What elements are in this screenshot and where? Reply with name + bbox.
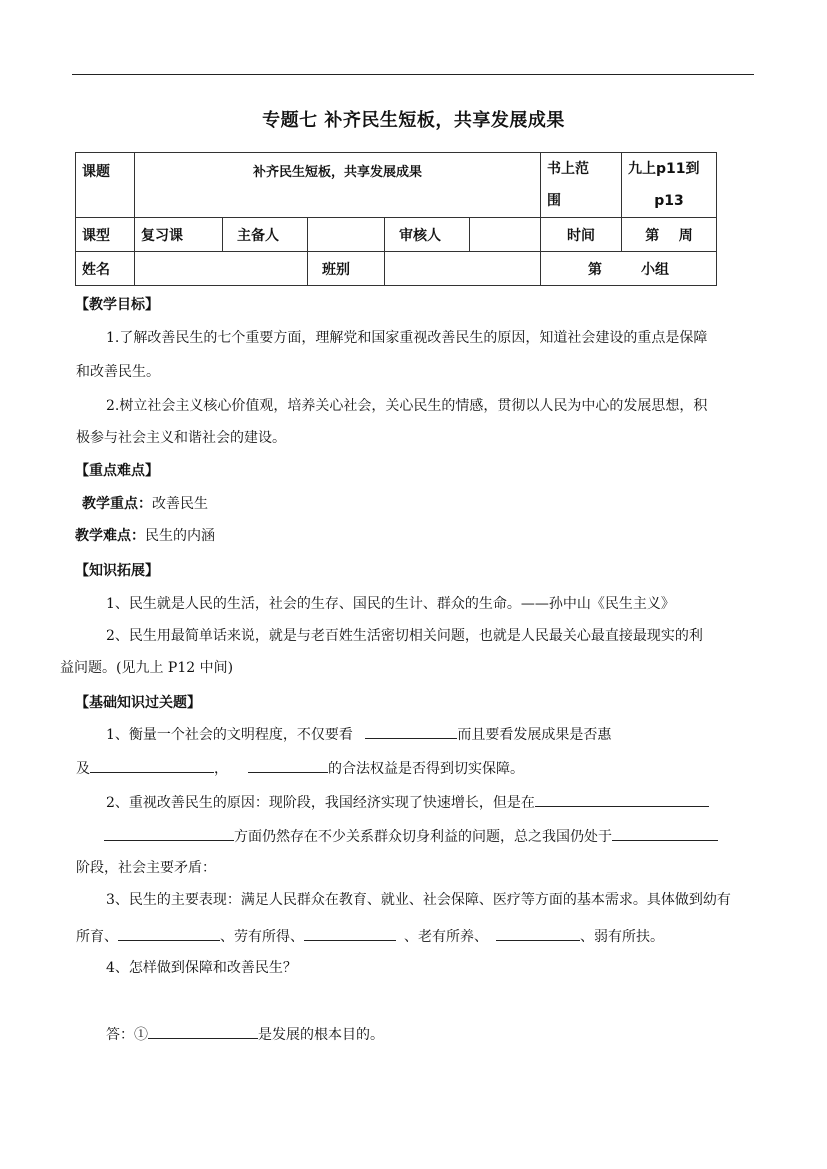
range-value-line1: 九上p11到 <box>628 161 700 177</box>
lesson-info-table <box>75 152 717 286</box>
reviewer-label: 审核人 <box>385 218 470 252</box>
q1-line2 <box>76 758 524 779</box>
q3-line2 <box>76 926 664 947</box>
q2-line3: 阶段，社会主要矛盾： <box>76 860 216 876</box>
answer-line <box>106 1024 384 1045</box>
difficulty-value: 民生的内涵 <box>145 528 215 544</box>
answer-blank-1[interactable] <box>148 1024 258 1039</box>
q1-text-a: 1、衡量一个社会的文明程度，不仅要看 <box>106 727 353 743</box>
range-label <box>541 153 622 218</box>
goal-1-line2: 和改善民生。 <box>76 364 160 380</box>
time-label: 时间 <box>541 218 622 252</box>
group-field: 第 小组 <box>541 252 717 286</box>
q1-blank-2[interactable] <box>90 758 214 773</box>
q4-line: 4、怎样做到保障和改善民生？ <box>106 960 297 976</box>
goal-2-line2: 极参与社会主义和谐社会的建设。 <box>76 430 286 446</box>
preparer-value[interactable] <box>308 218 385 252</box>
expand-item-2-line1: 2、民生用最简单话来说，就是与老百姓生活密切相关问题，也就是人民最关心最直接最现实的利 <box>106 628 703 644</box>
q1-text-e: 的合法权益是否得到切实保障。 <box>328 761 524 777</box>
header-rule <box>72 74 754 75</box>
key-heading: 【重点难点】 <box>75 463 159 479</box>
reviewer-value[interactable] <box>470 218 541 252</box>
focus-value: 改善民生 <box>152 496 208 512</box>
goal-2-line1: 2.树立社会主义核心价值观，培养关心社会，关心民生的情感，贯彻以人民为中心的发展思想，积 <box>106 398 708 414</box>
q2-line2 <box>104 826 718 847</box>
answer-text-b: 是发展的根本目的。 <box>258 1027 384 1043</box>
q3-blank-3[interactable] <box>496 926 580 941</box>
class-value[interactable] <box>385 252 541 286</box>
q1-line1 <box>106 724 611 745</box>
page-title: 专题七 补齐民生短板，共享发展成果 <box>262 110 565 131</box>
q1-blank-3[interactable] <box>248 758 328 773</box>
lesson-type-label: 课型 <box>76 218 135 252</box>
q1-text-b: 而且要看发展成果是否惠 <box>457 727 612 743</box>
focus-label: 教学重点： <box>82 496 152 512</box>
q2-blank-2[interactable] <box>104 826 234 841</box>
difficulty-line <box>75 526 215 546</box>
q3-text-c: 、劳有所得、 <box>220 929 304 945</box>
difficulty-label: 教学难点： <box>75 528 145 544</box>
q2-line1 <box>106 792 709 813</box>
q2-blank-1[interactable] <box>535 792 709 807</box>
expand-item-1: 1、民生就是人民的生活，社会的生存、国民的生计、群众的生命。——孙中山《民生主义》 <box>106 596 675 612</box>
answer-text-a: 答：① <box>106 1027 148 1043</box>
range-label-line1: 书上范 <box>547 161 589 177</box>
q3-blank-2[interactable] <box>304 926 396 941</box>
goal-1-line1: 1.了解改善民生的七个重要方面，理解党和国家重视改善民生的原因，知道社会建设的重点是保障 <box>106 330 708 346</box>
range-value-line2: p13 <box>654 193 684 209</box>
q2-text-b: 方面仍然存在不少关系群众切身利益的问题，总之我国仍处于 <box>234 829 612 845</box>
q2-blank-3[interactable] <box>612 826 718 841</box>
q1-text-d: ， <box>214 761 228 777</box>
name-label: 姓名 <box>76 252 135 286</box>
focus-line <box>82 494 208 514</box>
name-value[interactable] <box>135 252 308 286</box>
time-value: 第 周 <box>622 218 717 252</box>
goals-heading: 【教学目标】 <box>75 297 159 313</box>
q1-text-c: 及 <box>76 761 90 777</box>
q3-blank-1[interactable] <box>118 926 220 941</box>
q3-text-b: 所育、 <box>76 929 118 945</box>
q1-blank-1[interactable] <box>365 724 457 739</box>
basics-heading: 【基础知识过关题】 <box>75 695 201 711</box>
range-label-line2: 围 <box>547 193 561 209</box>
class-label: 班别 <box>308 252 385 286</box>
lesson-type-value: 复习课 <box>135 218 223 252</box>
range-value <box>622 153 717 218</box>
topic-value: 补齐民生短板，共享发展成果 <box>135 153 541 218</box>
expand-item-2-line2: 益问题。(见九上 P12 中间) <box>60 660 234 676</box>
topic-label: 课题 <box>76 153 135 218</box>
q3-text-d: 、老有所养、 <box>404 929 488 945</box>
expand-heading: 【知识拓展】 <box>75 563 159 579</box>
preparer-label: 主备人 <box>223 218 308 252</box>
q3-line1: 3、民生的主要表现：满足人民群众在教育、就业、社会保障、医疗等方面的基本需求。具体做到幼有 <box>106 892 731 908</box>
q2-text-a: 2、重视改善民生的原因：现阶段，我国经济实现了快速增长，但是在 <box>106 795 535 811</box>
q3-text-e: 、弱有所扶。 <box>580 929 664 945</box>
